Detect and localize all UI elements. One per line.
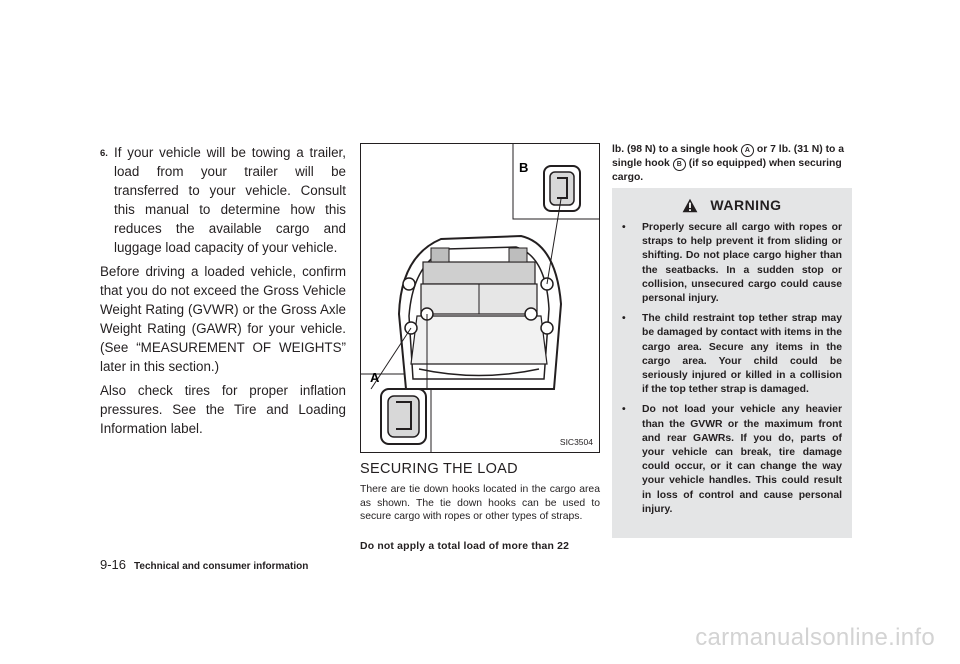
warning-item bbox=[622, 312, 842, 397]
weight-rating-paragraph: Before driving a loaded vehicle, confirm that you do not exceed the Gross Vehicle Weight Rating (GVWR) or the Gross Axle Weight Rating (GAWR) for your vehicle. (See “MEASUREMENT OF WEIGHTS” later in this section.) bbox=[100, 264, 346, 374]
hook-a-marker: A bbox=[741, 144, 754, 157]
section-title: SECURING THE LOAD bbox=[360, 461, 518, 477]
intro-part-3: (if so equipped) when securing cargo. bbox=[612, 158, 842, 183]
callout-b-label: B bbox=[519, 160, 529, 175]
hook-b-detail bbox=[544, 166, 580, 211]
section-body: There are tie down hooks located in the cargo area as shown. The tie down hooks can be used to secure cargo with ropes or other types of straps. bbox=[360, 484, 600, 523]
warning-item bbox=[622, 221, 842, 306]
warning-text: Do not load your vehicle any heavier than the GVWR or the maximum front and rear GAWRs. If you do, parts of your vehicle can break, tire damage could occur, or it can change the way your vehicle handles. This could result in loss of control and cause personal injury. bbox=[642, 404, 842, 515]
warning-text: The child restraint top tether strap may be damaged by contact with items in the cargo area. Secure any items in the cargo area. Your child could be seriously injured or killed in a collision if the top tether strap is damaged. bbox=[642, 313, 842, 396]
left-column bbox=[100, 143, 346, 438]
warning-list bbox=[612, 221, 852, 517]
page-footer bbox=[100, 557, 308, 572]
intro-part-1: lb. (98 N) to a single hook bbox=[612, 144, 738, 155]
warning-title: WARNING bbox=[710, 197, 782, 213]
warning-box bbox=[612, 188, 852, 538]
right-column bbox=[612, 143, 852, 515]
watermark: carmanualsonline.info bbox=[695, 624, 935, 651]
warning-triangle-icon bbox=[682, 198, 698, 213]
bullet: • bbox=[622, 222, 626, 233]
item-text: If your vehicle will be towing a trailer, load from your trailer will be transferred to your vehicle. Consult this manual to determine how this reduces the available cargo and luggage load capacity of your vehicle. bbox=[114, 145, 346, 255]
warning-item bbox=[622, 403, 842, 517]
load-limit-continued bbox=[612, 143, 852, 184]
hook-b-marker: B bbox=[673, 158, 686, 171]
cargo-hooks-illustration bbox=[361, 144, 599, 452]
cargo-area-figure bbox=[360, 143, 600, 453]
warning-text: Properly secure all cargo with ropes or straps to help prevent it from sliding or shifting. Do not place cargo higher than the seatbacks. In a sudden stop or collision, unsecured cargo could cause personal injury. bbox=[642, 222, 842, 305]
item-number: 6. bbox=[100, 148, 108, 159]
intro-part-2: or 7 lb. (31 N) to a single hook bbox=[612, 144, 845, 169]
callout-a-label: A bbox=[370, 370, 380, 385]
load-limit-text: Do not apply a total load of more than 22 bbox=[360, 541, 570, 552]
hook-a-detail bbox=[381, 389, 426, 444]
tire-pressure-paragraph: Also check tires for proper inflation pressures. See the Tire and Loading Information label. bbox=[100, 383, 346, 436]
list-item-6 bbox=[100, 143, 346, 257]
warning-header bbox=[612, 197, 852, 213]
bullet: • bbox=[622, 313, 626, 325]
footer-section-name: Technical and consumer information bbox=[134, 561, 309, 572]
page-number: 9-16 bbox=[100, 557, 127, 572]
figure-caption: SIC3504 bbox=[559, 437, 593, 447]
bullet: • bbox=[622, 404, 626, 416]
